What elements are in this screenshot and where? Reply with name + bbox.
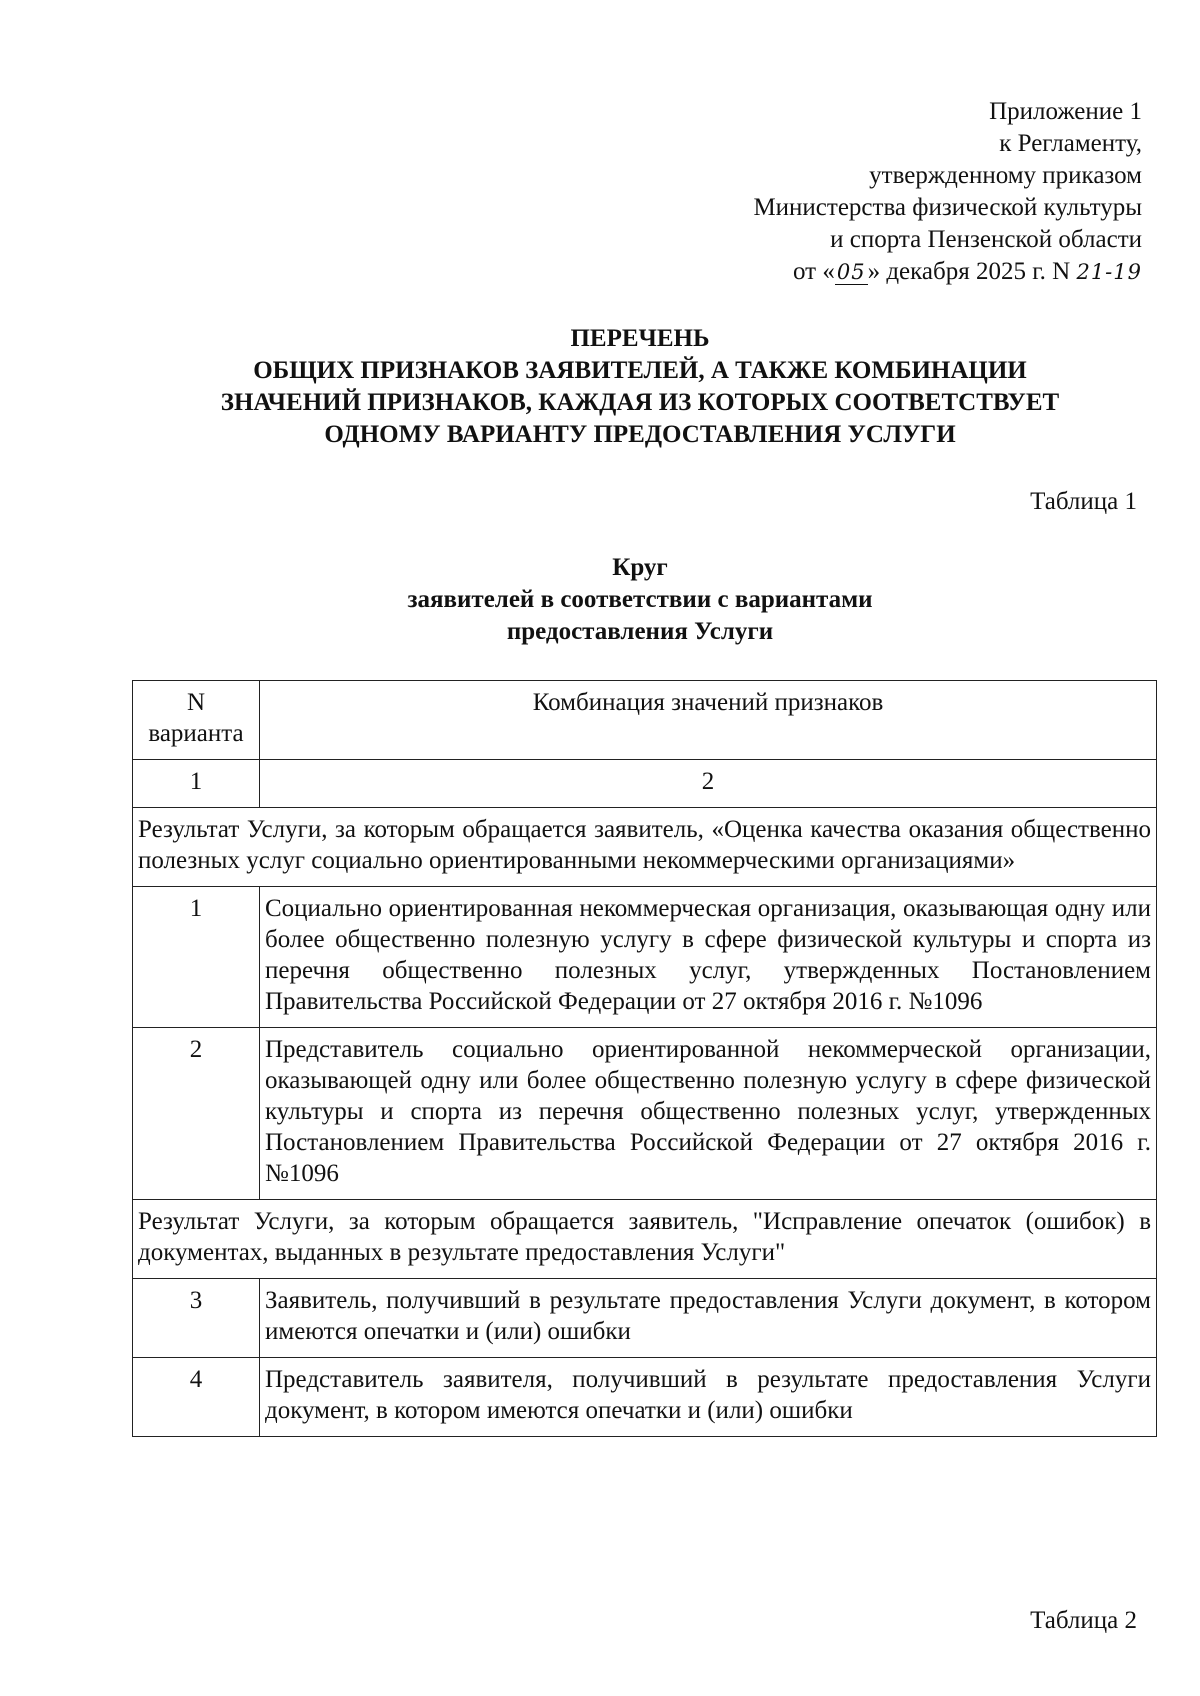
section-heading-row	[133, 1200, 1157, 1279]
section-heading: Результат Услуги, за которым обращается заявитель, "Исправление опечаток (ошибок) в документах, выданных в результате предоставления Услуги"	[133, 1200, 1157, 1279]
section-heading: Результат Услуги, за которым обращается заявитель, «Оценка качества оказания общественно полезных услуг социально ориентированными некоммерческими организациями»	[133, 808, 1157, 887]
variant-number: 3	[133, 1279, 260, 1358]
table-row	[133, 1279, 1157, 1358]
column-number: 2	[260, 760, 1157, 808]
variant-description: Представитель заявителя, получивший в результате предоставления Услуги документ, в котором имеются опечатки и (или) ошибки	[260, 1358, 1157, 1437]
subtitle-line: заявителей в соответствии с вариантами	[407, 586, 873, 613]
variant-description: Представитель социально ориентированной некоммерческой организации, оказывающей одну или более общественно полезную услугу в сфере физической культуры и спорта из перечня общественно полезных услуг, утвержденных Постановлением Правительства Российской Федерации от 27 октября 2016 г. №1096	[260, 1028, 1157, 1200]
date-suffix: » декабря 2025 г. N	[867, 258, 1077, 285]
document-title	[0, 323, 1200, 451]
appendix-line: Приложение 1	[989, 98, 1142, 125]
table2-label: Таблица 2	[1030, 1607, 1137, 1634]
table1-label: Таблица 1	[1030, 488, 1137, 515]
handwritten-date-day: 05	[836, 260, 866, 284]
variant-number: 2	[133, 1028, 260, 1200]
column-number: 1	[133, 760, 260, 808]
subtitle-line: предоставления Услуги	[506, 618, 774, 645]
column-numbers-row	[133, 760, 1157, 808]
appendix-date-line	[753, 256, 1142, 288]
section-heading-row	[133, 808, 1157, 887]
title-line: ОБЩИХ ПРИЗНАКОВ ЗАЯВИТЕЛЕЙ, А ТАКЖЕ КОМБИНАЦИИ	[253, 357, 1027, 384]
date-prefix: от «	[792, 258, 835, 285]
title-line: ЗНАЧЕНИЙ ПРИЗНАКОВ, КАЖДАЯ ИЗ КОТОРЫХ СООТВЕТСТВУЕТ	[220, 389, 1060, 416]
table-header-row	[133, 681, 1157, 760]
variant-number: 4	[133, 1358, 260, 1437]
header-combination: Комбинация значений признаков	[260, 681, 1157, 760]
appendix-line: к Регламенту,	[999, 130, 1142, 157]
applicants-table	[132, 680, 1157, 1437]
title-line: ОДНОМУ ВАРИАНТУ ПРЕДОСТАВЛЕНИЯ УСЛУГИ	[324, 421, 956, 448]
table-row	[133, 1358, 1157, 1437]
subtitle-line: Круг	[612, 554, 668, 581]
header-variant-number: N варианта	[133, 681, 260, 760]
table-row	[133, 887, 1157, 1028]
appendix-line: и спорта Пензенской области	[830, 226, 1142, 253]
title-line: ПЕРЕЧЕНЬ	[570, 325, 710, 352]
variant-description: Заявитель, получивший в результате предоставления Услуги документ, в котором имеются опечатки и (или) ошибки	[260, 1279, 1157, 1358]
variant-description: Социально ориентированная некоммерческая организация, оказывающая одну или более общественно полезную услугу в сфере физической культуры и спорта из перечня общественно полезных услуг, утвержденных Постановлением Правительства Российской Федерации от 27 октября 2016 г. №1096	[260, 887, 1157, 1028]
appendix-line: утвержденному приказом	[869, 162, 1142, 189]
table-row	[133, 1028, 1157, 1200]
variant-number: 1	[133, 887, 260, 1028]
table1-subtitle	[0, 552, 1200, 648]
handwritten-order-number: 21-19	[1076, 260, 1142, 284]
appendix-line: Министерства физической культуры	[753, 194, 1142, 221]
appendix-block	[753, 96, 1142, 288]
